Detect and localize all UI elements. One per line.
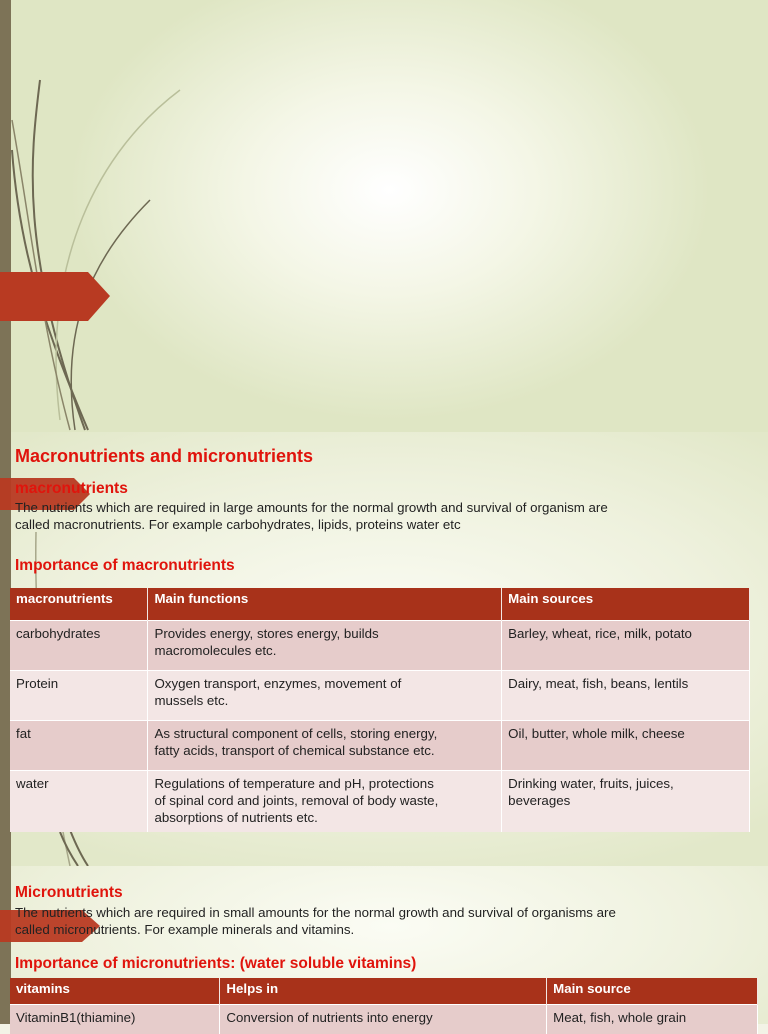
table-cell: Protein: [10, 670, 148, 720]
table-cell: [502, 620, 750, 670]
table-cell: VitaminB1(thiamine): [10, 1004, 220, 1034]
slide-1-title-tab: [0, 272, 110, 321]
column-header: Helps in: [220, 978, 547, 1004]
micronutrients-definition-line-1: The nutrients which are required in small amounts for the normal growth and survival of organisms are: [15, 905, 616, 920]
table-header-row: [10, 588, 750, 620]
table-cell: [148, 720, 502, 770]
table-cell: Meat, fish, whole grain: [547, 1004, 758, 1034]
table-cell: [502, 770, 750, 832]
macronutrients-definition-line-1: The nutrients which are required in large amounts for the normal growth and survival of organism are: [15, 500, 608, 515]
cell-line: absorptions of nutrients etc.: [154, 809, 318, 825]
grass-decoration: [0, 0, 200, 432]
column-header: Main source: [547, 978, 758, 1004]
column-header: vitamins: [10, 978, 220, 1004]
table-cell: [502, 670, 750, 720]
table-cell: carbohydrates: [10, 620, 148, 670]
cell-line: beverages: [508, 792, 571, 808]
column-header: macronutrients: [10, 588, 148, 620]
cell-line: Barley, wheat, rice, milk, potato: [508, 625, 692, 641]
cell-line: Oil, butter, whole milk, cheese: [508, 725, 685, 741]
slide-title: Macronutrients and micronutrients: [15, 446, 314, 466]
cell-line: macromolecules etc.: [154, 642, 277, 658]
importance-macronutrients-heading: Importance of macronutrients: [15, 557, 235, 574]
table-cell: fat: [10, 720, 148, 770]
table-row: [10, 620, 750, 670]
column-header: Main functions: [148, 588, 502, 620]
table-row: [10, 720, 750, 770]
macronutrients-table: [10, 588, 750, 832]
cell-line: of spinal cord and joints, removal of body waste,: [154, 792, 439, 808]
column-header: Main sources: [502, 588, 750, 620]
cell-line: As structural component of cells, storing energy,: [154, 725, 438, 741]
micronutrients-definition-line-2: called micronutrients. For example minerals and vitamins.: [15, 922, 355, 937]
macronutrients-definition-line-2: called macronutrients. For example carbohydrates, lipids, proteins water etc: [15, 517, 461, 532]
cell-line: Provides energy, stores energy, builds: [154, 625, 379, 641]
table-cell: water: [10, 770, 148, 832]
table-cell: Conversion of nutrients into energy: [220, 1004, 547, 1034]
cell-line: Drinking water, fruits, juices,: [508, 775, 674, 791]
table-cell: [148, 770, 502, 832]
micronutrients-heading: Micronutrients: [15, 884, 123, 901]
slide-1: [0, 0, 768, 432]
cell-line: mussels etc.: [154, 692, 229, 708]
micronutrients-table: [10, 978, 758, 1034]
table-cell: [148, 620, 502, 670]
importance-micronutrients-heading: Importance of micronutrients: (water soluble vitamins): [15, 955, 417, 972]
cell-line: Oxygen transport, enzymes, movement of: [154, 675, 402, 691]
cell-line: Dairy, meat, fish, beans, lentils: [508, 675, 689, 691]
table-row: [10, 770, 750, 832]
macronutrients-heading: macronutrients: [15, 480, 128, 497]
table-row: [10, 670, 750, 720]
table-cell: [502, 720, 750, 770]
table-header-row: [10, 978, 758, 1004]
table-row: [10, 1004, 758, 1034]
cell-line: fatty acids, transport of chemical substance etc.: [154, 742, 435, 758]
table-cell: [148, 670, 502, 720]
cell-line: Regulations of temperature and pH, protections: [154, 775, 434, 791]
